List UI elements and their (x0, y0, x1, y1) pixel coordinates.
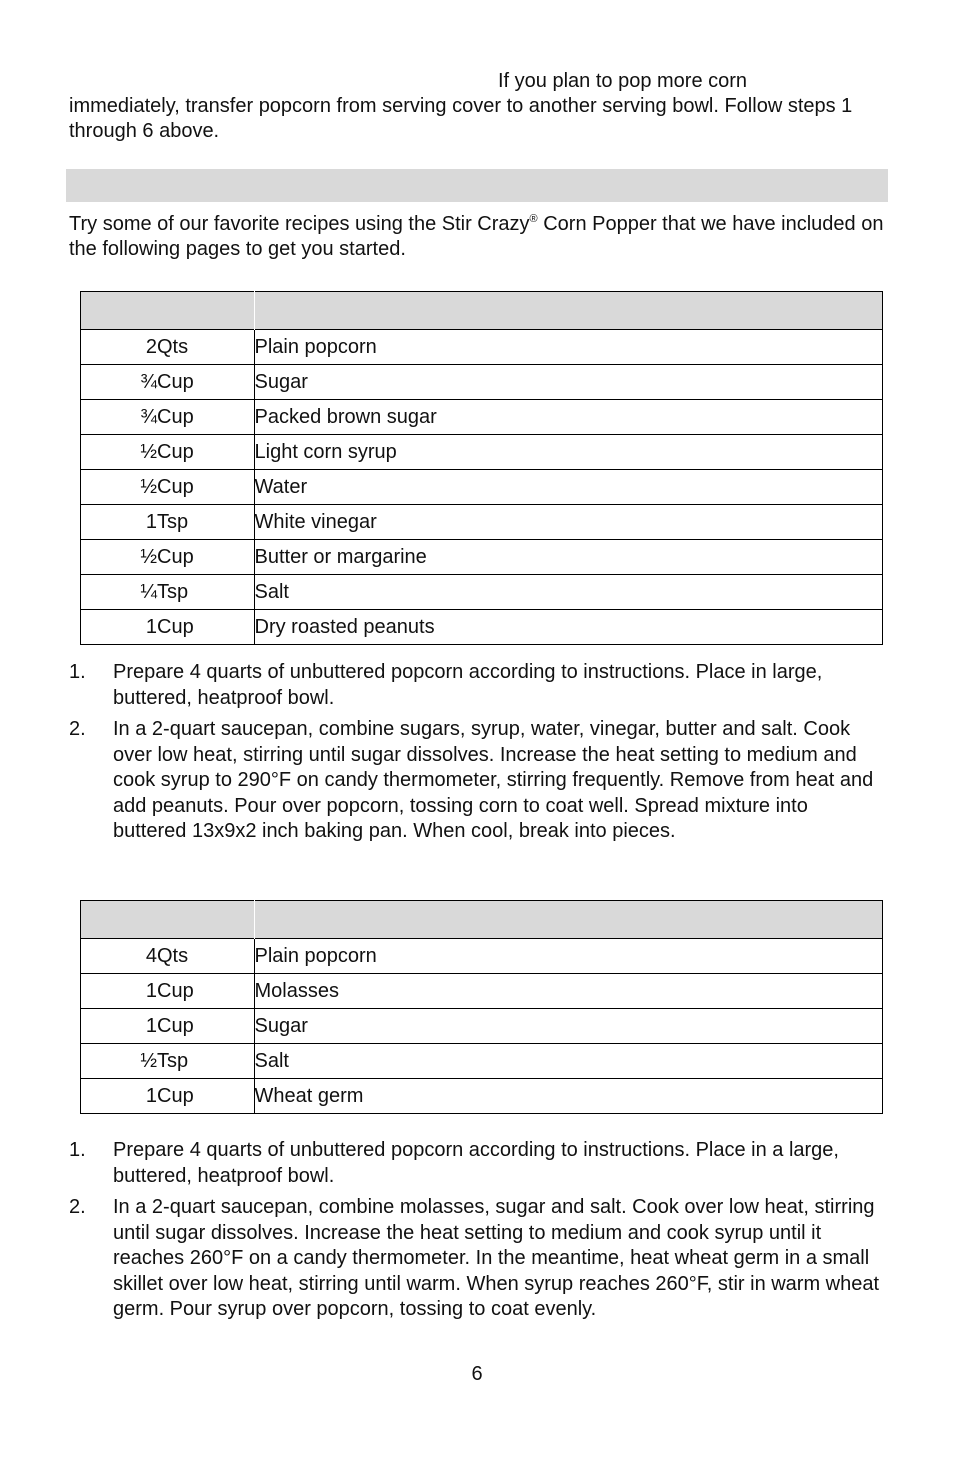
instruction-step (69, 660, 885, 711)
ingredient-name: White vinegar (254, 505, 883, 540)
step-text: In a 2-quart saucepan, combine sugars, syrup, water, vinegar, butter and salt. Cook over low heat, stirring until sugar dissolves. Increase the heat setting to medium and cook syrup to 290°F on candy thermometer, stirring frequently. Remove from heat and add peanuts. Pour over popcorn, tossing corn to coat well. Spread mixture into buttered 13x9x2 inch baking pan. When cool, break into pieces. (113, 718, 874, 842)
ingredient-row (81, 974, 883, 1009)
ingredient-name: Packed brown sugar (254, 400, 883, 435)
ingredient-unit: Tsp (157, 1044, 254, 1079)
ingredient-name: Plain popcorn (254, 330, 883, 365)
ingredient-unit: Tsp (157, 505, 254, 540)
ingredient-unit: Cup (157, 1009, 254, 1044)
ingredient-unit: Cup (157, 540, 254, 575)
ingredient-row (81, 575, 883, 610)
ingredient-name: Salt (254, 1044, 883, 1079)
lead-text-after: Corn Popper that we have included on the following pages to get you started. (69, 213, 884, 260)
recipe-1-title-row (81, 292, 883, 330)
ingredient-quantity: ½ (81, 435, 158, 470)
step-number: 1. (69, 1139, 86, 1161)
ingredient-quantity: ¼ (81, 575, 158, 610)
ingredient-unit: Cup (157, 435, 254, 470)
ingredient-quantity: 1 (81, 974, 158, 1009)
step-number: 1. (69, 661, 86, 683)
ingredient-quantity: 1 (81, 610, 158, 645)
ingredient-quantity: ¾ (81, 400, 158, 435)
ingredient-quantity: 1 (81, 1009, 158, 1044)
ingredient-quantity: 1 (81, 505, 158, 540)
ingredient-name: Salt (254, 575, 883, 610)
ingredient-unit: Cup (157, 365, 254, 400)
intro-line-rest: immediately, transfer popcorn from serving cover to another serving bowl. Follow steps 1 through 6 above. (69, 95, 853, 142)
ingredient-row (81, 400, 883, 435)
ingredient-quantity: 2 (81, 330, 158, 365)
instruction-step (69, 717, 885, 845)
recipe-1-ingredients-table (80, 291, 883, 645)
recipe-1-steps (69, 660, 885, 851)
step-number: 2. (69, 1196, 86, 1218)
recipe-2-ingredients-table (80, 900, 883, 1114)
ingredient-quantity: ½ (81, 470, 158, 505)
ingredient-name: Sugar (254, 365, 883, 400)
ingredient-name: Water (254, 470, 883, 505)
ingredient-row (81, 939, 883, 974)
ingredient-name: Plain popcorn (254, 939, 883, 974)
ingredient-name: Butter or margarine (254, 540, 883, 575)
ingredient-row (81, 1044, 883, 1079)
step-number: 2. (69, 718, 86, 740)
ingredient-unit: Tsp (157, 575, 254, 610)
instruction-step (69, 1138, 885, 1189)
ingredient-row (81, 435, 883, 470)
ingredient-name: Dry roasted peanuts (254, 610, 883, 645)
ingredient-quantity: 4 (81, 939, 158, 974)
recipe-2-steps (69, 1138, 885, 1329)
ingredient-name: Molasses (254, 974, 883, 1009)
ingredient-unit: Cup (157, 610, 254, 645)
ingredient-name: Sugar (254, 1009, 883, 1044)
ingredient-unit: Cup (157, 470, 254, 505)
page-number: 6 (471, 1363, 483, 1385)
step-text: Prepare 4 quarts of unbuttered popcorn according to instructions. Place in large, buttered, heatproof bowl. (113, 661, 823, 709)
ingredient-unit: Cup (157, 1079, 254, 1114)
intro-paragraph (69, 69, 889, 144)
ingredient-name: Light corn syrup (254, 435, 883, 470)
ingredient-quantity: ¾ (81, 365, 158, 400)
step-text: Prepare 4 quarts of unbuttered popcorn according to instructions. Place in a large, buttered, heatproof bowl. (113, 1139, 839, 1187)
registered-mark: ® (529, 213, 538, 225)
ingredient-row (81, 540, 883, 575)
recipe-2-title-row (81, 901, 883, 939)
step-text: In a 2-quart saucepan, combine molasses, sugar and salt. Cook over low heat, stirring until sugar dissolves. Increase the heat setting to medium and cook syrup until it reaches 260°F on a candy thermometer. In the meantime, heat wheat germ in a small skillet over low heat, stirring until warm. When syrup reaches 260°F, stir in warm wheat germ. Pour syrup over popcorn, tossing to coat evenly. (113, 1196, 880, 1320)
ingredient-unit: Qts (157, 939, 254, 974)
ingredient-row (81, 505, 883, 540)
ingredient-unit: Cup (157, 400, 254, 435)
section-heading-bar (66, 169, 888, 202)
ingredient-quantity: ½ (81, 540, 158, 575)
ingredient-row (81, 610, 883, 645)
ingredient-unit: Qts (157, 330, 254, 365)
lead-text-before: Try some of our favorite recipes using the Stir Crazy (69, 213, 530, 235)
instruction-step (69, 1195, 885, 1323)
ingredient-row (81, 1079, 883, 1114)
ingredient-row (81, 365, 883, 400)
ingredient-unit: Cup (157, 974, 254, 1009)
ingredient-row (81, 1009, 883, 1044)
ingredient-row (81, 470, 883, 505)
ingredient-quantity: ½ (81, 1044, 158, 1079)
ingredient-quantity: 1 (81, 1079, 158, 1114)
intro-line-1: If you plan to pop more corn (498, 70, 748, 92)
recipes-lead-paragraph (69, 212, 889, 262)
ingredient-row (81, 330, 883, 365)
ingredient-name: Wheat germ (254, 1079, 883, 1114)
